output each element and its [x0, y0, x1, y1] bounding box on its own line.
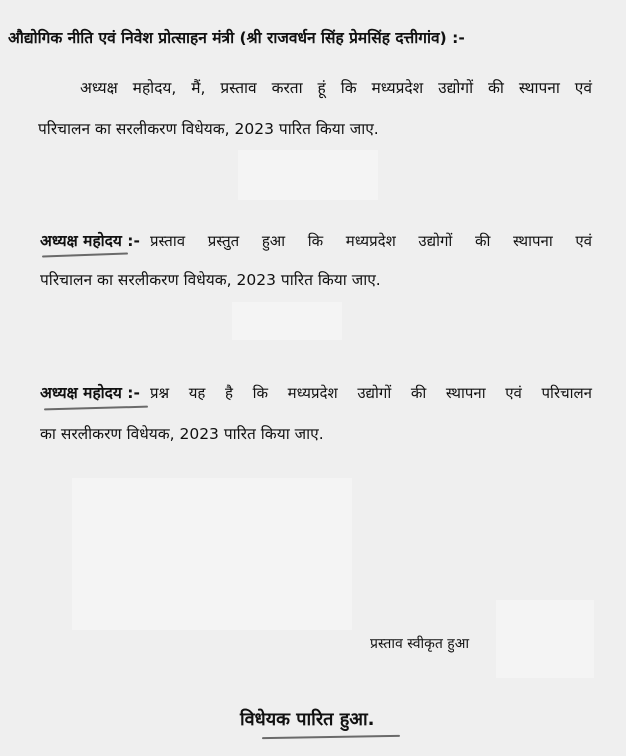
minister-heading: औद्योगिक नीति एवं निवेश प्रोत्साहन मंत्री (श्री राजवर्धन सिंह प्रेमसिंह दत्तीगांव) :- [8, 29, 465, 47]
speaker-one-text: प्रस्ताव प्रस्तुत हुआ कि मध्यप्रदेश उद्योगों की स्थापना एवं [149, 232, 592, 250]
bill-passed-underline [262, 735, 400, 739]
speaker-one-label: अध्यक्ष महोदय :- [40, 232, 140, 250]
scan-patch [496, 600, 594, 678]
motion-line-2: परिचालन का सरलीकरण विधेयक, 2023 पारित किया जाए. [38, 120, 379, 138]
speaker-one-line-1 [40, 229, 592, 251]
scan-patch [238, 150, 378, 200]
scan-patch [72, 478, 352, 630]
speaker-two-line-2: का सरलीकरण विधेयक, 2023 पारित किया जाए. [40, 425, 324, 443]
motion-accepted-text: प्रस्ताव स्वीकृत हुआ [370, 636, 470, 652]
speaker-one-line-2: परिचालन का सरलीकरण विधेयक, 2023 पारित किया जाए. [40, 271, 381, 289]
speaker-one-underline [42, 252, 128, 257]
motion-line-1: अध्यक्ष महोदय, मैं, प्रस्ताव करता हूं कि मध्यप्रदेश उद्योगों की स्थापना एवं [80, 79, 592, 97]
speaker-two-text: प्रश्न यह है कि मध्यप्रदेश उद्योगों की स्थापना एवं परिचालन [149, 384, 592, 402]
speaker-two-line-1 [40, 381, 592, 403]
bill-passed-text: विधेयक पारित हुआ. [240, 709, 375, 730]
scan-patch [232, 302, 342, 340]
speaker-two-label: अध्यक्ष महोदय :- [40, 384, 140, 402]
speaker-two-underline [44, 406, 148, 411]
